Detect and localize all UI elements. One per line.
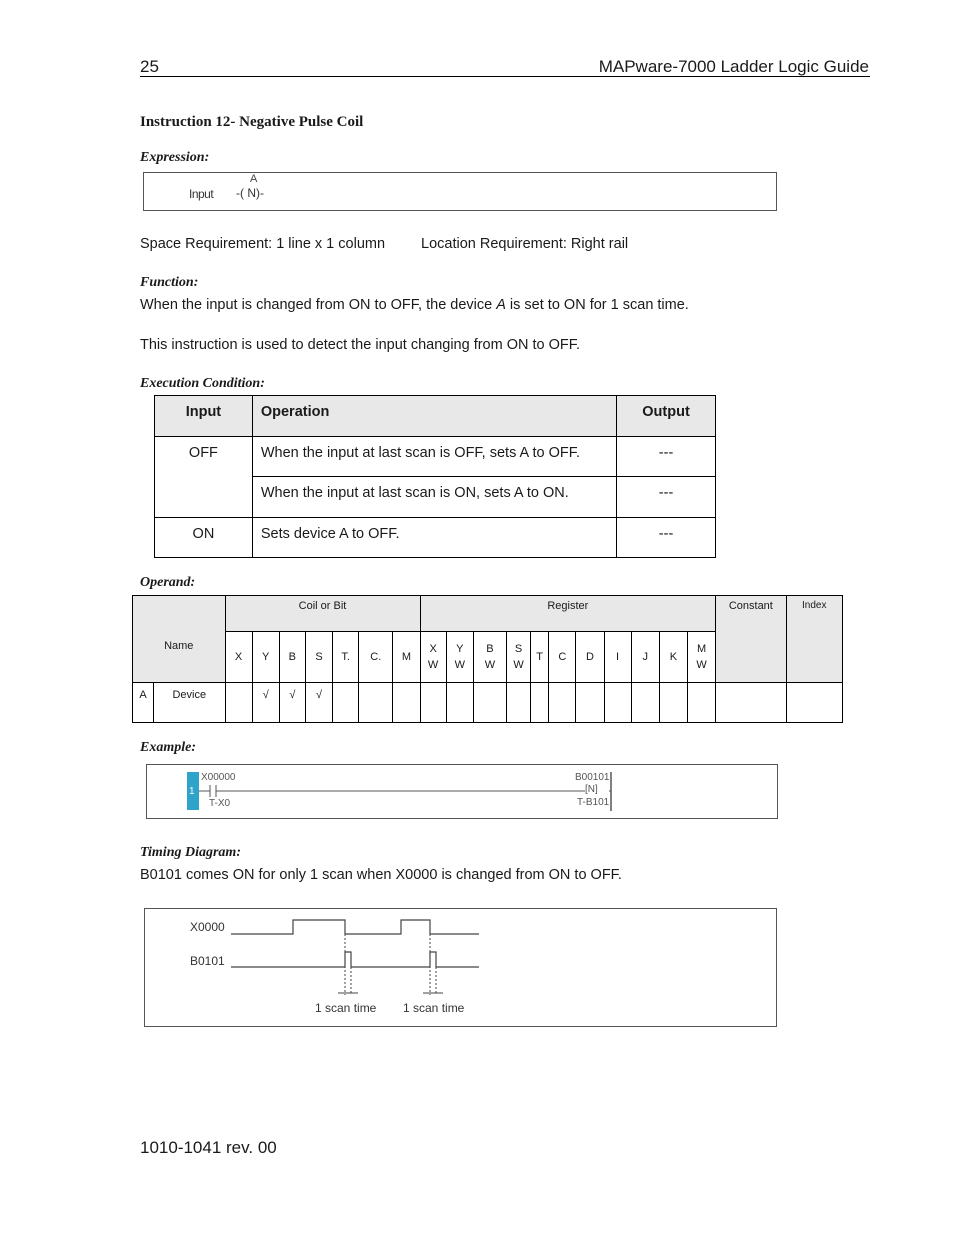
operand-cell [420, 683, 446, 723]
operand-group-row [133, 596, 843, 632]
operand-row-type: Device [154, 683, 225, 723]
operand-col-yw [446, 632, 473, 683]
waveform-b0101 [231, 952, 479, 967]
execution-output: --- [617, 437, 716, 477]
operand-col-c: C. [359, 632, 393, 683]
expression-figure [143, 172, 777, 211]
scan-label-2: 1 scan time [403, 1001, 465, 1015]
coil-address: B00101 [575, 772, 610, 783]
operand-cell [659, 683, 687, 723]
operand-col-xw-l1: X [429, 642, 437, 655]
operand-col-b: B [279, 632, 305, 683]
operand-col-t: T. [333, 632, 359, 683]
operand-col-sw-l1: S [514, 642, 523, 655]
header-rule [140, 76, 870, 77]
coil-tag: T-B101 [577, 797, 610, 808]
operand-cell [576, 683, 604, 723]
execution-header-row [155, 396, 716, 437]
contact-tag: T-X0 [209, 798, 231, 809]
operand-cell [473, 683, 506, 723]
space-requirement: Space Requirement: 1 line x 1 column [140, 236, 386, 252]
execution-input-off: OFF [155, 437, 253, 518]
operand-col-mw [687, 632, 715, 683]
operand-cell [507, 683, 531, 723]
table-row [155, 437, 716, 477]
operand-group-coil-or-bit: Coil or Bit [225, 596, 420, 632]
operand-mark-m [393, 683, 420, 723]
expression-coil-symbol: -( N)- [236, 186, 264, 200]
operand-mark-x [225, 683, 252, 723]
execution-output: --- [617, 518, 716, 558]
operand-col-t-reg: T [531, 632, 549, 683]
operand-mark-s: √ [305, 683, 332, 723]
operand-col-m: M [393, 632, 420, 683]
operand-col-xw [420, 632, 446, 683]
operand-col-yw-l1: Y [456, 642, 464, 655]
location-requirement: Location Requirement: Right rail [421, 236, 629, 252]
operand-group-register: Register [420, 596, 716, 632]
function-heading: Function: [140, 275, 199, 290]
function-line-1-post: is set to ON for 1 scan time. [505, 297, 689, 313]
page-number: 25 [140, 57, 159, 76]
execution-heading: Execution Condition: [140, 376, 265, 391]
operand-cell [716, 683, 786, 723]
operand-col-bw [473, 632, 506, 683]
operand-cell [631, 683, 659, 723]
operand-cell [531, 683, 549, 723]
execution-input-on: ON [155, 518, 253, 558]
operand-cell [786, 683, 842, 723]
operand-col-mw-l1: M [696, 642, 707, 655]
operand-name-header: Name [133, 596, 226, 683]
operand-row-name: A [133, 683, 154, 723]
operand-heading: Operand: [140, 575, 196, 590]
rung-number: 1 [189, 786, 195, 797]
execution-operation: When the input at last scan is ON, sets A to ON. [252, 477, 616, 518]
timing-heading: Timing Diagram: [140, 845, 241, 860]
waveform-x0000 [231, 920, 479, 934]
operand-cell [604, 683, 631, 723]
operand-col-mw-l2: W [696, 659, 707, 671]
expression-device-label: A [250, 173, 258, 185]
execution-operation: When the input at last scan is OFF, sets A to OFF. [252, 437, 616, 477]
operand-cell [549, 683, 576, 723]
execution-operation: Sets device A to OFF. [252, 518, 616, 558]
footer-doc-number: 1010-1041 rev. 00 [140, 1138, 277, 1157]
operand-col-j: J [631, 632, 659, 683]
operand-col-yw-l2: W [454, 659, 465, 671]
operand-cell [687, 683, 715, 723]
operand-table [132, 595, 843, 723]
operand-col-sw-l2: W [513, 659, 524, 671]
operand-mark-c [359, 683, 393, 723]
operand-col-k: K [659, 632, 687, 683]
execution-col-output: Output [617, 396, 716, 437]
operand-col-xw-l2: W [427, 659, 439, 671]
ladder-rung [147, 765, 779, 820]
instruction-title: Instruction 12- Negative Pulse Coil [140, 114, 364, 130]
operand-col-x: X [225, 632, 252, 683]
timing-description: B0101 comes ON for only 1 scan when X0000 is changed from ON to OFF. [140, 867, 622, 883]
operand-col-i: I [604, 632, 631, 683]
operand-col-s: S [305, 632, 332, 683]
operand-col-c-reg: C [549, 632, 576, 683]
operand-mark-t [333, 683, 359, 723]
operand-col-bw-l1: B [486, 642, 494, 655]
execution-output: --- [617, 477, 716, 518]
execution-col-input: Input [155, 396, 253, 437]
operand-mark-y: √ [252, 683, 279, 723]
expression-input-label: Input [189, 187, 214, 201]
execution-col-operation: Operation [252, 396, 616, 437]
operand-mark-b: √ [279, 683, 305, 723]
operand-group-constant: Constant [716, 596, 786, 683]
coil-symbol: [N] [585, 784, 598, 795]
example-figure [146, 764, 778, 819]
execution-table [154, 395, 716, 558]
operand-cell [446, 683, 473, 723]
table-row [155, 518, 716, 558]
function-line-2: This instruction is used to detect the input changing from ON to OFF. [140, 337, 581, 353]
operand-col-y: Y [252, 632, 279, 683]
timing-signal-b0101: B0101 [190, 954, 225, 968]
example-heading: Example: [140, 740, 196, 755]
contact-address: X00000 [201, 772, 236, 783]
operand-col-sw [507, 632, 531, 683]
timing-signal-x0000: X0000 [190, 920, 225, 934]
function-line-1 [140, 297, 689, 313]
function-line-1-pre: When the input is changed from ON to OFF, the device [140, 297, 497, 313]
timing-figure [144, 908, 777, 1027]
expression-heading: Expression: [140, 150, 210, 165]
document-title: MAPware-7000 Ladder Logic Guide [598, 57, 869, 76]
operand-group-index: Index [786, 596, 842, 683]
function-device: A [496, 297, 506, 313]
scan-label-1: 1 scan time [315, 1001, 377, 1015]
operand-col-d: D [576, 632, 604, 683]
table-row [133, 683, 843, 723]
operand-col-bw-l2: W [484, 659, 496, 671]
